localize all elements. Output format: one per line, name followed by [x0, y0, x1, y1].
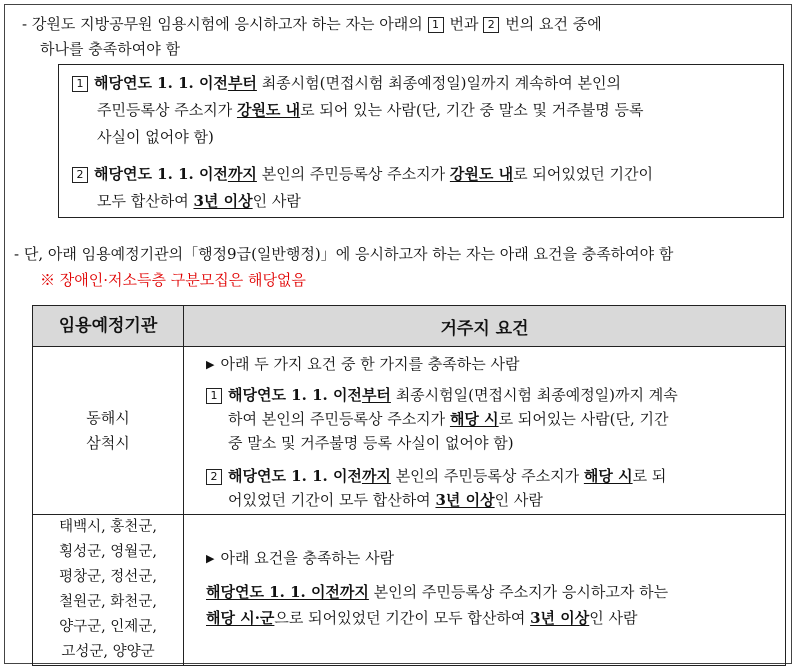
requirement-cell: [184, 515, 786, 666]
residence-requirements-table: [32, 305, 786, 666]
row2-requirement-line-1: 해당연도 1. 1. 이전까지 본인의 주민등록상 주소지가 응시하고자 하는: [206, 583, 669, 601]
agency-name: 태백시, 홍천군,: [59, 519, 157, 535]
requirement-cell: [184, 347, 786, 515]
header-agency: 임용예정기관: [33, 306, 184, 347]
option2-line-2: 모두 합산하여 3년 이상인 사람: [97, 192, 301, 210]
number-box-1: 1: [428, 17, 444, 33]
row1-option2-line-2: 어있었던 기간이 모두 합산하여 3년 이상인 사람: [228, 491, 543, 509]
requirement-lead: ▶ 아래 두 가지 요건 중 한 가지를 충족하는 사람: [206, 355, 520, 373]
option1-line-3: 사실이 없어야 함): [97, 128, 214, 146]
row1-option1-line-3: 중 말소 및 거주불명 등록 사실이 없어야 함): [228, 434, 514, 452]
agency-name: 고성군, 양양군: [61, 644, 155, 660]
note-line: - 단, 아래 임용예정기관의「행정9급(일반행정)」에 응시하고자 하는 자는 아래 요건을 충족하여야 함: [14, 245, 674, 263]
agency-cell: [33, 515, 184, 666]
table-row: [33, 347, 786, 515]
agency-name: 철원군, 화천군,: [59, 594, 157, 610]
triangle-bullet-icon: ▶: [206, 358, 215, 371]
requirement-lead: ▶ 아래 요건을 충족하는 사람: [206, 549, 395, 567]
intro-line-1: - 강원도 지방공무원 임용시험에 응시하고자 하는 자는 아래의 1 번과 2 번의 요건 중에: [22, 15, 602, 33]
agency-name: 삼척시: [86, 433, 130, 452]
intro-line-2: 하나를 충족하여야 함: [40, 40, 180, 58]
agency-name: 평창군, 정선군,: [59, 569, 157, 585]
table-header-row: [33, 306, 786, 347]
agency-cell: [33, 347, 184, 515]
triangle-bullet-icon: ▶: [206, 552, 215, 565]
header-requirement: 거주지 요건: [184, 306, 786, 347]
row1-option1-line-1: 1 해당연도 1. 1. 이전부터 최종시험일(면접시험 최종예정일)까지 계속: [206, 384, 678, 406]
agency-name: 양구군, 인제군,: [59, 619, 157, 635]
option1-line-2: 주민등록상 주소지가 강원도 내로 되어 있는 사람(단, 기간 중 말소 및 거주불명 등록: [97, 101, 644, 119]
exclusion-note: ※ 장애인·저소득층 구분모집은 해당없음: [40, 271, 306, 289]
agency-name: 횡성군, 영월군,: [59, 544, 157, 560]
agency-name: 동해시: [86, 408, 130, 427]
row2-requirement-line-2: 해당 시·군으로 되어있었던 기간이 모두 합산하여 3년 이상인 사람: [206, 609, 638, 627]
option2-line-1: 2 해당연도 1. 1. 이전까지 본인의 주민등록상 주소지가 강원도 내로 되어있었던 기간이: [72, 163, 653, 185]
table-row: [33, 515, 786, 666]
option1-line-1: 1 해당연도 1. 1. 이전부터 최종시험(면접시험 최종예정일)일까지 계속하여 본인의: [72, 72, 621, 94]
row1-option2-line-1: 2 해당연도 1. 1. 이전까지 본인의 주민등록상 주소지가 해당 시로 되: [206, 465, 666, 487]
row1-option1-line-2: 하여 본인의 주민등록상 주소지가 해당 시로 되어있는 사람(단, 기간: [228, 410, 669, 428]
number-box-2: 2: [483, 17, 499, 33]
